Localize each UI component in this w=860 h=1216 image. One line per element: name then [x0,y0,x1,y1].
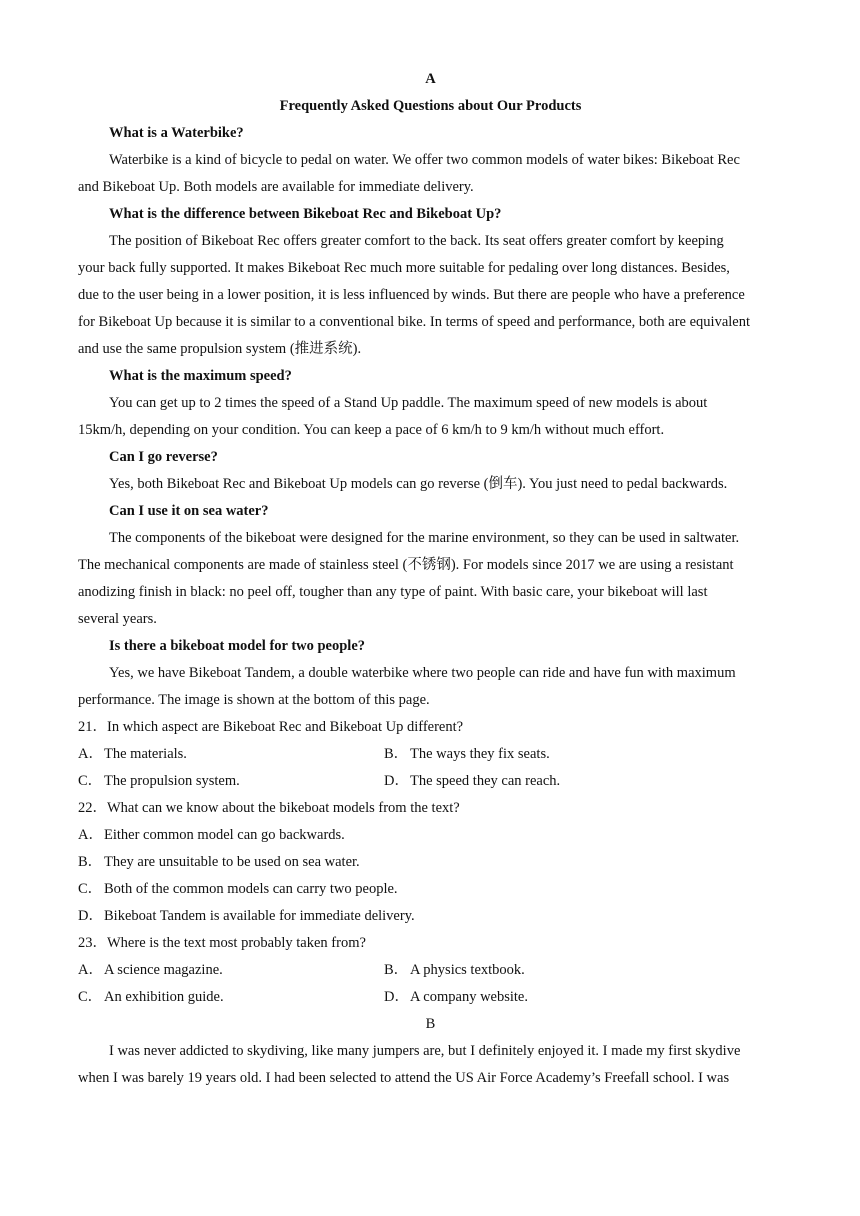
option-text: Bikeboat Tandem is available for immediate delivery. [104,908,415,924]
faq-question: Can I use it on sea water? [109,503,269,519]
faq-answer-line: and use the same propulsion system (推进系统). [78,341,362,357]
page-content [78,66,783,1092]
question-number: 23． [78,935,107,951]
options-row [78,741,783,768]
option-letter: D． [384,989,409,1005]
option-text: A company website. [410,989,528,1005]
faq-answer-line: Yes, both Bikeboat Rec and Bikeboat Up models can go reverse (倒车). You just need to pedal backwards. [109,476,728,492]
faq-answer-line: Waterbike is a kind of bicycle to pedal on water. We offer two common models of water bikes: Bikeboat Rec [109,152,740,168]
faq-answer-line: The components of the bikeboat were designed for the marine environment, so they can be used in saltwater. [109,530,740,546]
question-text: What can we know about the bikeboat models from the text? [107,800,460,816]
question-21-stem [78,714,783,741]
option-letter: B． [384,962,409,978]
options-row [78,768,783,795]
option-b[interactable] [78,849,783,876]
option-text: They are unsuitable to be used on sea water. [104,854,360,870]
question-23-stem [78,930,783,957]
passage-title: Frequently Asked Questions about Our Products [279,98,582,114]
option-b[interactable] [384,957,525,984]
faq-answer-line: performance. The image is shown at the bottom of this page. [78,692,430,708]
option-letter: C． [78,773,103,789]
option-d[interactable] [78,903,783,930]
question-22-stem [78,795,783,822]
question-text: In which aspect are Bikeboat Rec and Bikeboat Up different? [107,719,464,735]
faq-answer-line: and Bikeboat Up. Both models are available for immediate delivery. [78,179,474,195]
option-text: A physics textbook. [410,962,525,978]
option-d[interactable] [384,984,528,1011]
option-c[interactable] [78,876,783,903]
question-number: 21． [78,719,107,735]
faq-answer-line: The position of Bikeboat Rec offers greater comfort to the back. Its seat offers greater comfort by keeping [109,233,724,249]
option-c[interactable] [78,768,240,795]
options-row [78,984,783,1011]
option-a[interactable] [78,822,783,849]
option-letter: A． [78,827,103,843]
faq-question: What is the maximum speed? [109,368,292,384]
passage-b-line: I was never addicted to skydiving, like many jumpers are, but I definitely enjoyed it. I made my first skydive [109,1043,741,1059]
option-letter: D． [78,908,103,924]
question-number: 22． [78,800,107,816]
faq-answer-line: your back fully supported. It makes Bikeboat Rec much more suitable for pedaling over long distances. Besides, [78,260,730,276]
faq-answer-line: 15km/h, depending on your condition. You can keep a pace of 6 km/h to 9 km/h without much effort. [78,422,665,438]
faq-answer-line: You can get up to 2 times the speed of a Stand Up paddle. The maximum speed of new models is about [109,395,708,411]
option-letter: D． [384,773,409,789]
option-text: The materials. [104,746,187,762]
question-text: Where is the text most probably taken from? [107,935,366,951]
option-a[interactable] [78,741,187,768]
option-text: An exhibition guide. [104,989,224,1005]
options-row [78,957,783,984]
option-text: Both of the common models can carry two people. [104,881,398,897]
option-letter: B． [384,746,409,762]
faq-answer-line: for Bikeboat Up because it is similar to a conventional bike. In terms of speed and performance, both are equivalent [78,314,751,330]
faq-answer-line: due to the user being in a lower position, it is less influenced by winds. But there are people who have a preference [78,287,745,303]
faq-answer-line: Yes, we have Bikeboat Tandem, a double waterbike where two people can ride and have fun with maximum [109,665,736,681]
option-letter: C． [78,989,103,1005]
faq-answer-line: The mechanical components are made of stainless steel (不锈钢). For models since 2017 we are using a resistant [78,557,734,573]
faq-question: Can I go reverse? [109,449,218,465]
faq-question: Is there a bikeboat model for two people? [109,638,366,654]
passage-b-line: when I was barely 19 years old. I had been selected to attend the US Air Force Academy’s Freefall school. I was [78,1070,730,1086]
option-text: A science magazine. [104,962,223,978]
option-c[interactable] [78,984,224,1011]
section-label-a: A [425,71,436,87]
option-letter: B． [78,854,103,870]
option-text: The ways they fix seats. [410,746,550,762]
section-label-b: B [425,1016,436,1032]
option-text: The propulsion system. [104,773,240,789]
option-d[interactable] [384,768,560,795]
option-a[interactable] [78,957,223,984]
faq-answer-line: anodizing finish in black: no peel off, tougher than any type of paint. With basic care, your bikeboat will last [78,584,708,600]
faq-question: What is the difference between Bikeboat Rec and Bikeboat Up? [109,206,502,222]
option-letter: A． [78,746,103,762]
faq-answer-line: several years. [78,611,157,627]
option-letter: A． [78,962,103,978]
option-text: Either common model can go backwards. [104,827,345,843]
faq-question: What is a Waterbike? [109,125,244,141]
option-letter: C． [78,881,103,897]
option-b[interactable] [384,741,550,768]
option-text: The speed they can reach. [410,773,561,789]
